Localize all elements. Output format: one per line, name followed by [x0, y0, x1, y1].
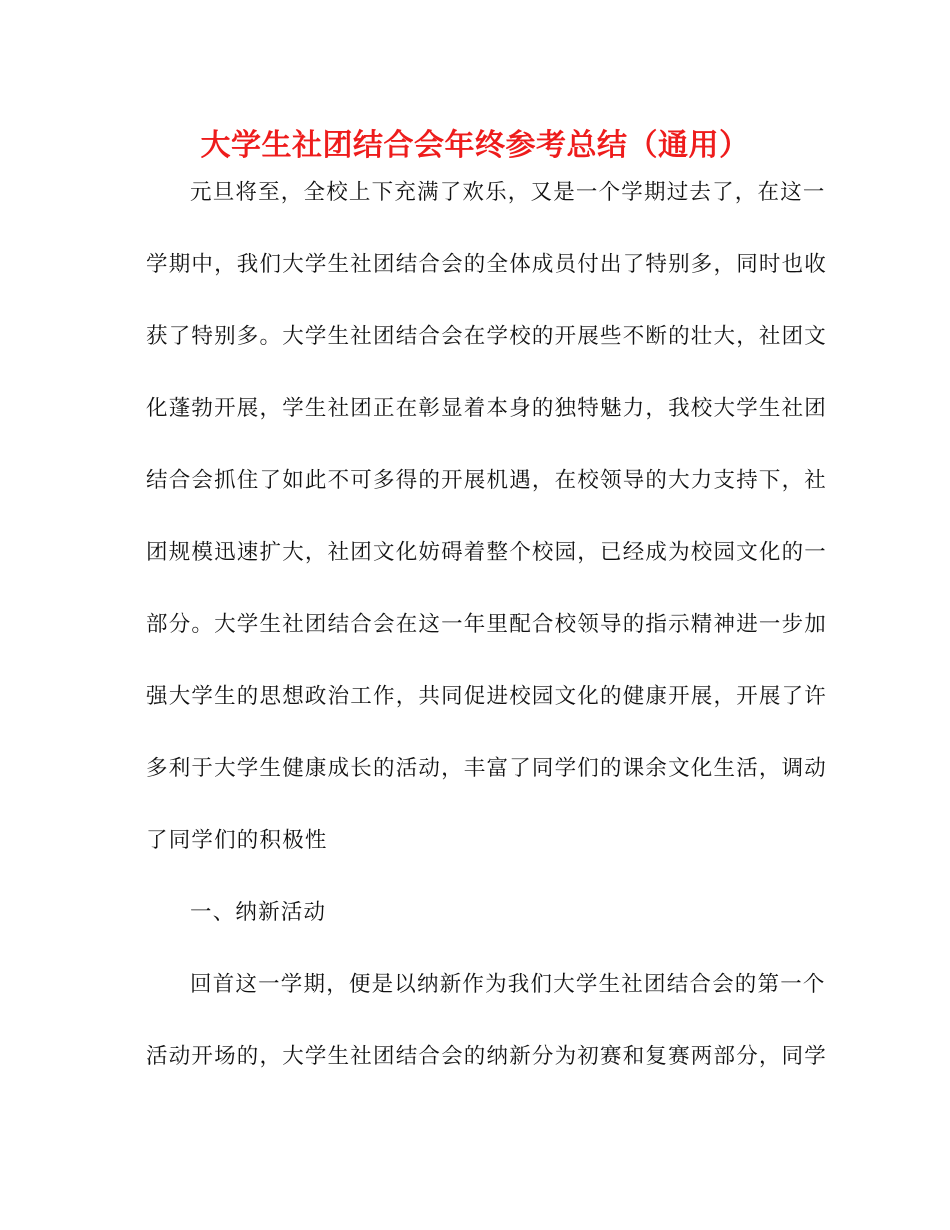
paragraph-line: 活动开场的，大学生社团结合会的纳新分为初赛和复赛两部分，同学 — [146, 1044, 828, 1069]
paragraph-line: 回首这一学期，便是以纳新作为我们大学生社团结合会的第一个 — [190, 972, 826, 997]
paragraph-line: 了同学们的积极性 — [146, 828, 328, 853]
paragraph-line: 团规模迅速扩大，社团文化妨碍着整个校园，已经成为校园文化的一 — [146, 540, 828, 565]
paragraph-line: 化蓬勃开展，学生社团正在彰显着本身的独特魅力，我校大学生社团 — [146, 396, 828, 421]
paragraph-line: 结合会抓住了如此不可多得的开展机遇，在校领导的大力支持下，社 — [146, 468, 828, 493]
section-heading: 一、纳新活动 — [190, 900, 327, 925]
paragraph-line: 学期中，我们大学生社团结合会的全体成员付出了特别多，同时也收 — [146, 252, 828, 277]
paragraph-line: 元旦将至，全校上下充满了欢乐，又是一个学期过去了，在这一 — [190, 180, 826, 205]
paragraph-line: 部分。大学生社团结合会在这一年里配合校领导的指示精神进一步加 — [146, 612, 828, 637]
paragraph-line: 强大学生的思想政治工作，共同促进校园文化的健康开展，开展了许 — [146, 684, 828, 709]
paragraph-line: 多利于大学生健康成长的活动，丰富了同学们的课余文化生活，调动 — [146, 756, 828, 781]
document-title: 大学生社团结合会年终参考总结（通用） — [200, 128, 750, 163]
paragraph-line: 获了特别多。大学生社团结合会在学校的开展些不断的壮大，社团文 — [146, 324, 828, 349]
